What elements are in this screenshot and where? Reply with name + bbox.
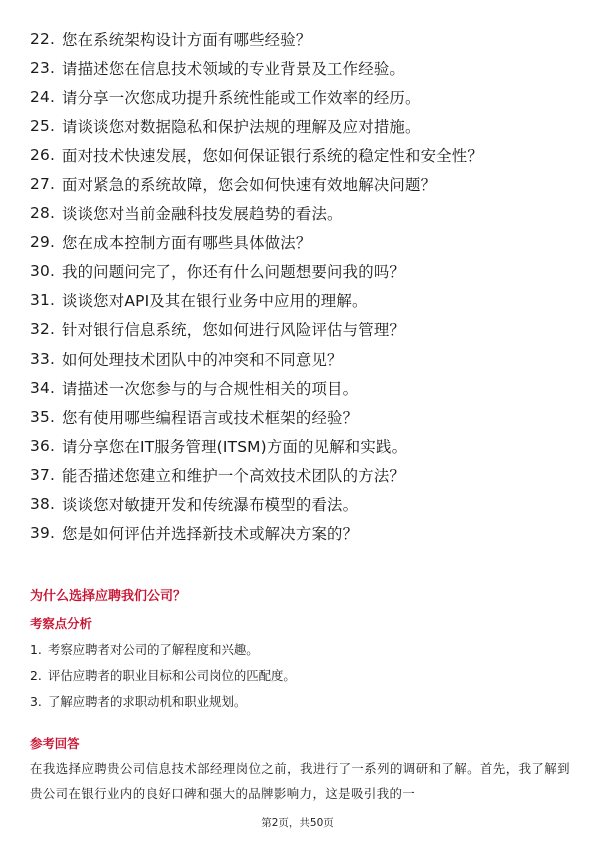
question-item (30, 402, 570, 431)
question-text: 您在系统架构设计方面有哪些经验？ (62, 30, 312, 49)
question-number: 23. (30, 58, 56, 77)
question-number: 34. (30, 378, 56, 397)
point-text: 考察应聘者对公司的了解程度和兴趣。 (48, 642, 259, 657)
question-item (30, 228, 570, 257)
question-text: 针对银行信息系统，您如何进行风险评估与管理？ (62, 321, 405, 340)
question-item (30, 315, 570, 344)
question-number: 28. (30, 204, 56, 223)
question-number: 38. (30, 495, 56, 514)
question-item (30, 460, 570, 489)
question-item (30, 286, 570, 315)
question-text: 谈谈您对当前金融科技发展趋势的看法。 (62, 205, 343, 224)
analysis-point (30, 688, 570, 714)
question-list (30, 24, 570, 548)
question-number: 32. (30, 320, 56, 339)
question-number: 36. (30, 436, 56, 455)
analysis-points (30, 636, 570, 714)
question-number: 33. (30, 349, 56, 368)
question-text: 请描述您在信息技术领域的专业背景及工作经验。 (62, 59, 405, 78)
question-item (30, 344, 570, 373)
question-text: 面对技术快速发展，您如何保证银行系统的稳定性和安全性？ (62, 146, 483, 165)
question-number: 24. (30, 87, 56, 106)
question-item (30, 257, 570, 286)
question-item (30, 111, 570, 140)
question-item (30, 140, 570, 169)
question-number: 22. (30, 29, 56, 48)
question-number: 39. (30, 524, 56, 543)
question-text: 谈谈您对API及其在银行业务中应用的理解。 (62, 292, 368, 311)
point-number: 1. (30, 641, 42, 657)
question-item (30, 373, 570, 402)
question-item (30, 519, 570, 548)
question-text: 您有使用哪些编程语言或技术框架的经验？ (62, 408, 359, 427)
analysis-point (30, 662, 570, 688)
question-text: 请分享一次您成功提升系统性能或工作效率的经历。 (62, 88, 421, 107)
question-text: 能否描述您建立和维护一个高效技术团队的方法？ (62, 466, 405, 485)
question-text: 请描述一次您参与的与合规性相关的项目。 (62, 379, 359, 398)
point-number: 2. (30, 667, 42, 683)
question-item (30, 490, 570, 519)
question-text: 如何处理技术团队中的冲突和不同意见？ (62, 350, 343, 369)
question-item (30, 53, 570, 82)
question-item (30, 169, 570, 198)
question-text: 请分享您在IT服务管理(ITSM)方面的见解和实践。 (62, 437, 408, 456)
analysis-point (30, 636, 570, 662)
question-text: 您是如何评估并选择新技术或解决方案的？ (62, 525, 359, 544)
question-number: 30. (30, 262, 56, 281)
question-text: 谈谈您对敏捷开发和传统瀑布模型的看法。 (62, 496, 359, 515)
question-number: 25. (30, 116, 56, 135)
question-text: 我的问题问完了，你还有什么问题想要问我的吗？ (62, 263, 405, 282)
question-text: 面对紧急的系统故障，您会如何快速有效地解决问题？ (62, 176, 437, 195)
point-text: 评估应聘者的职业目标和公司岗位的匹配度。 (48, 668, 296, 683)
question-number: 37. (30, 465, 56, 484)
question-number: 29. (30, 233, 56, 252)
point-text: 了解应聘者的求职动机和职业规划。 (48, 694, 247, 709)
question-number: 26. (30, 145, 56, 164)
answer-paragraph: 在我选择应聘贵公司信息技术部经理岗位之前，我进行了一系列的调研和了解。首先，我了解到贵公司在银行业内的良好口碑和强大的品牌影响力，这是吸引我的一 (30, 761, 570, 801)
answer-heading: 参考回答 (30, 736, 80, 751)
question-item (30, 199, 570, 228)
question-number: 35. (30, 407, 56, 426)
section-title: 为什么选择应聘我们公司？ (30, 589, 187, 604)
analysis-heading: 考察点分析 (30, 616, 92, 631)
point-number: 3. (30, 693, 42, 709)
page-footer: 第2页，共50页 (261, 817, 334, 829)
question-item (30, 24, 570, 53)
question-item (30, 431, 570, 460)
question-text: 请谈谈您对数据隐私和保护法规的理解及应对措施。 (62, 117, 421, 136)
question-number: 27. (30, 175, 56, 194)
question-number: 31. (30, 291, 56, 310)
question-item (30, 82, 570, 111)
question-text: 您在成本控制方面有哪些具体做法？ (62, 234, 312, 253)
